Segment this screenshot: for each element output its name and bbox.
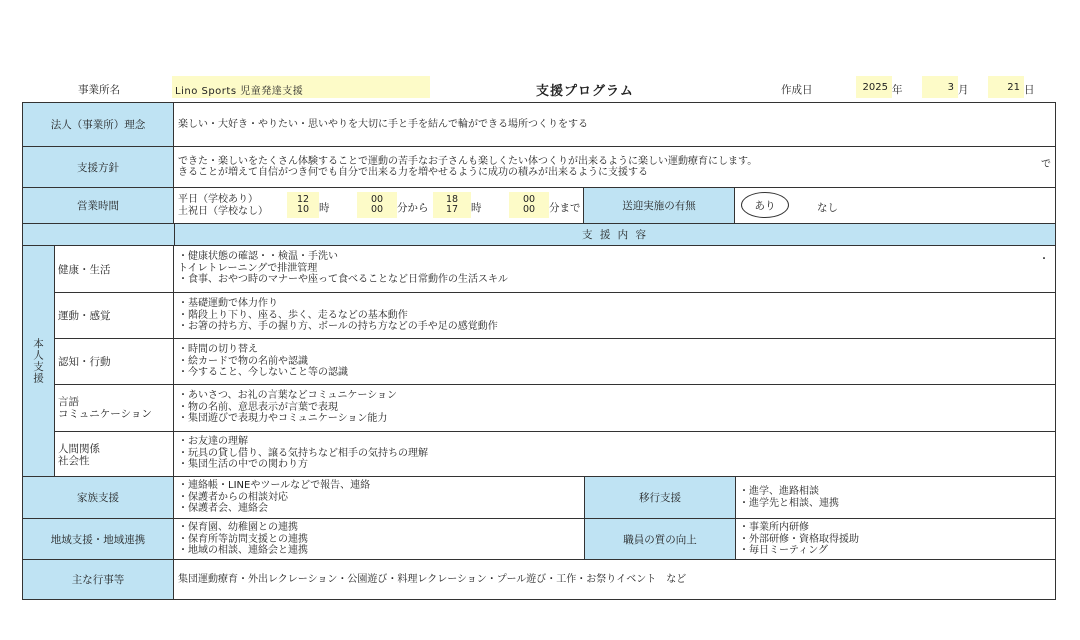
created-month-value: 3 <box>947 82 954 93</box>
social-label-2: 社会性 <box>58 454 90 467</box>
start-hour-holiday: 10 <box>296 204 310 215</box>
health-line-2: トイレトレーニングで排泄管理 <box>178 262 318 274</box>
language-line-2: ・物の名前、意思表示が言葉で表現 <box>178 401 338 413</box>
philosophy-text: 楽しい・大好き・やりたい・思いやりを大切に手と手を結んで輪ができる場所つくりをする <box>178 118 588 130</box>
transition-line-1: ・進学、進路相談 <box>739 486 819 497</box>
community-line-1: ・保育園、幼稚園との連携 <box>178 522 298 533</box>
staff-quality-text[interactable] <box>739 522 859 557</box>
policy-line-1: できた・楽しいをたくさん体験することで運動の苦手なお子さんも楽しくたい体つくりが出来るように楽しい運動療育にします。 <box>178 155 758 167</box>
transition-support-label: 移行支援 <box>584 477 736 518</box>
cognition-text[interactable] <box>178 344 348 379</box>
motor-text[interactable] <box>178 298 498 333</box>
hours-row <box>23 187 1055 223</box>
social-label-1: 人間関係 <box>58 442 100 455</box>
language-line-3: ・集団遊びで表現力やコミュニケーション能力 <box>178 413 388 424</box>
end-minute-field[interactable] <box>509 192 549 218</box>
end-hour-weekday: 18 <box>445 194 459 205</box>
support-row-social <box>55 431 1055 477</box>
family-line-2: ・保護者からの相談対応 <box>178 491 288 503</box>
support-content-header: 支 援 内 容 <box>581 229 648 241</box>
support-row-cognition <box>55 338 1055 384</box>
language-label-2: コミュニケーション <box>58 408 152 420</box>
philosophy-row <box>23 103 1055 146</box>
health-text[interactable] <box>178 251 508 286</box>
created-year-field[interactable] <box>856 76 892 98</box>
community-row <box>23 518 1055 559</box>
start-min-holiday: 00 <box>370 204 384 215</box>
health-line-3: ・食事、おやつ時のマナーや座って食べることなど日常動作の生活スキル <box>178 274 508 285</box>
hours-label: 営業時間 <box>23 188 174 223</box>
cognition-line-3: ・今すること、今しないこと等の認識 <box>178 367 348 378</box>
day-types <box>178 194 268 217</box>
social-label-cell <box>55 432 174 477</box>
until-label: 分まで <box>549 202 581 214</box>
philosophy-label: 法人（事業所）理念 <box>23 103 174 146</box>
family-support-label: 家族支援 <box>23 477 174 518</box>
social-line-2: ・玩具の貸し借り、譲る気持ちなど相手の気持ちの理解 <box>178 447 428 459</box>
philosophy-cell[interactable] <box>175 103 1055 146</box>
end-hour-field[interactable] <box>433 192 471 218</box>
facility-name-value: Lino Sports 児童発達支援 <box>175 86 304 97</box>
health-label: 健康・生活 <box>55 246 174 292</box>
created-date-label: 作成日 <box>781 84 813 96</box>
social-text[interactable] <box>178 436 428 471</box>
from-label: 分から <box>397 202 429 214</box>
start-minute-field[interactable] <box>357 192 397 218</box>
language-text[interactable] <box>178 390 397 425</box>
community-support-text[interactable] <box>178 522 308 557</box>
transport-no-option[interactable]: なし <box>817 202 838 214</box>
family-support-text[interactable] <box>178 480 370 515</box>
transport-label: 送迎実施の有無 <box>583 188 735 223</box>
created-month-field[interactable] <box>922 76 958 98</box>
staff-line-3: ・毎日ミーティング <box>739 545 828 556</box>
end-min-holiday: 00 <box>522 204 536 215</box>
cognition-line-1: ・時間の切り替え <box>178 344 258 355</box>
events-row <box>23 559 1055 599</box>
support-content-row <box>23 223 1055 245</box>
holiday-label: 土祝日（学校なし） <box>178 205 268 217</box>
hours-cell <box>175 188 1055 223</box>
personal-support-label: 本人支援 <box>32 338 44 384</box>
health-mark: ・ <box>1039 254 1049 265</box>
policy-text <box>178 156 757 179</box>
month-unit: 月 <box>958 84 969 96</box>
events-cell[interactable] <box>175 560 1055 599</box>
staff-quality-label: 職員の質の向上 <box>584 519 736 559</box>
support-program-table <box>22 102 1056 600</box>
policy-line-1-tail: で <box>1041 159 1051 170</box>
personal-support-label-cell <box>23 246 55 476</box>
support-row-health <box>55 246 1055 292</box>
start-hour-field[interactable] <box>287 192 319 218</box>
hour-unit-2: 時 <box>471 202 482 214</box>
motor-line-1: ・基礎運動で体力作り <box>178 298 278 309</box>
cognition-line-2: ・絵カードで物の名前や認識 <box>178 355 308 367</box>
staff-line-1: ・事業所内研修 <box>739 522 809 533</box>
transition-line-2: ・進学先と相談、連携 <box>739 497 839 509</box>
events-text: 集団運動療育・外出レクレーション・公園遊び・料理レクレーション・プール遊び・工作・お祭りイベント など <box>178 573 687 585</box>
community-support-label: 地域支援・地域連携 <box>23 519 174 559</box>
language-line-1: ・あいさつ、お礼の言葉などコミュニケーション <box>178 390 397 401</box>
motor-line-3: ・お箸の持ち方、手の握り方、ボールの持ち方などの手や足の感覚動作 <box>178 321 498 332</box>
weekday-label: 平日（学校あり） <box>178 194 258 205</box>
start-min-weekday: 00 <box>370 194 384 205</box>
created-year-value: 2025 <box>862 82 888 93</box>
family-row <box>23 476 1055 518</box>
cognition-label: 認知・行動 <box>55 339 174 384</box>
transport-yes-option[interactable]: あり <box>741 192 789 218</box>
policy-row <box>23 146 1055 187</box>
language-label-cell <box>55 385 174 431</box>
motor-line-2: ・階段上り下り、座る、歩く、走るなどの基本動作 <box>178 309 408 321</box>
policy-label: 支援方針 <box>23 147 174 187</box>
end-min-weekday: 00 <box>522 194 536 205</box>
family-line-3: ・保護者会、連絡会 <box>178 503 268 514</box>
personal-support-block <box>23 245 1055 476</box>
start-hour-weekday: 12 <box>296 194 310 205</box>
events-label: 主な行事等 <box>23 560 174 599</box>
transition-support-text[interactable] <box>739 486 839 509</box>
language-label-1: 言語 <box>58 396 79 408</box>
support-row-language <box>55 384 1055 431</box>
end-hour-holiday: 17 <box>445 204 459 215</box>
community-line-2: ・保育所等訪問支援との連携 <box>178 533 308 545</box>
support-row-motor <box>55 292 1055 338</box>
day-unit: 日 <box>1024 84 1035 96</box>
hour-unit-1: 時 <box>319 202 330 214</box>
staff-line-2: ・外部研修・資格取得援助 <box>739 533 859 545</box>
social-line-3: ・集団生活の中での関わり方 <box>178 459 308 470</box>
community-line-3: ・地域の相談、連絡会と連携 <box>178 545 308 556</box>
family-line-1: ・連絡帳・LINEやツールなどで報告、連絡 <box>178 480 371 491</box>
motor-label: 運動・感覚 <box>55 293 174 338</box>
policy-line-2: きることが増えて自信がつき何でも自分で出来る力を増やせるように成功の積みが出来るように支援する <box>178 167 648 178</box>
facility-name-label: 事業所名 <box>78 84 120 96</box>
social-line-1: ・お友達の理解 <box>178 436 248 447</box>
created-day-field[interactable] <box>988 76 1024 98</box>
year-unit: 年 <box>892 84 903 96</box>
health-line-1: ・健康状態の確認・・検温・手洗い <box>178 251 338 262</box>
created-day-value: 21 <box>1007 82 1020 93</box>
facility-name-field[interactable] <box>172 76 430 98</box>
page-title: 支援プログラム <box>536 84 634 99</box>
policy-cell[interactable] <box>175 147 1055 187</box>
